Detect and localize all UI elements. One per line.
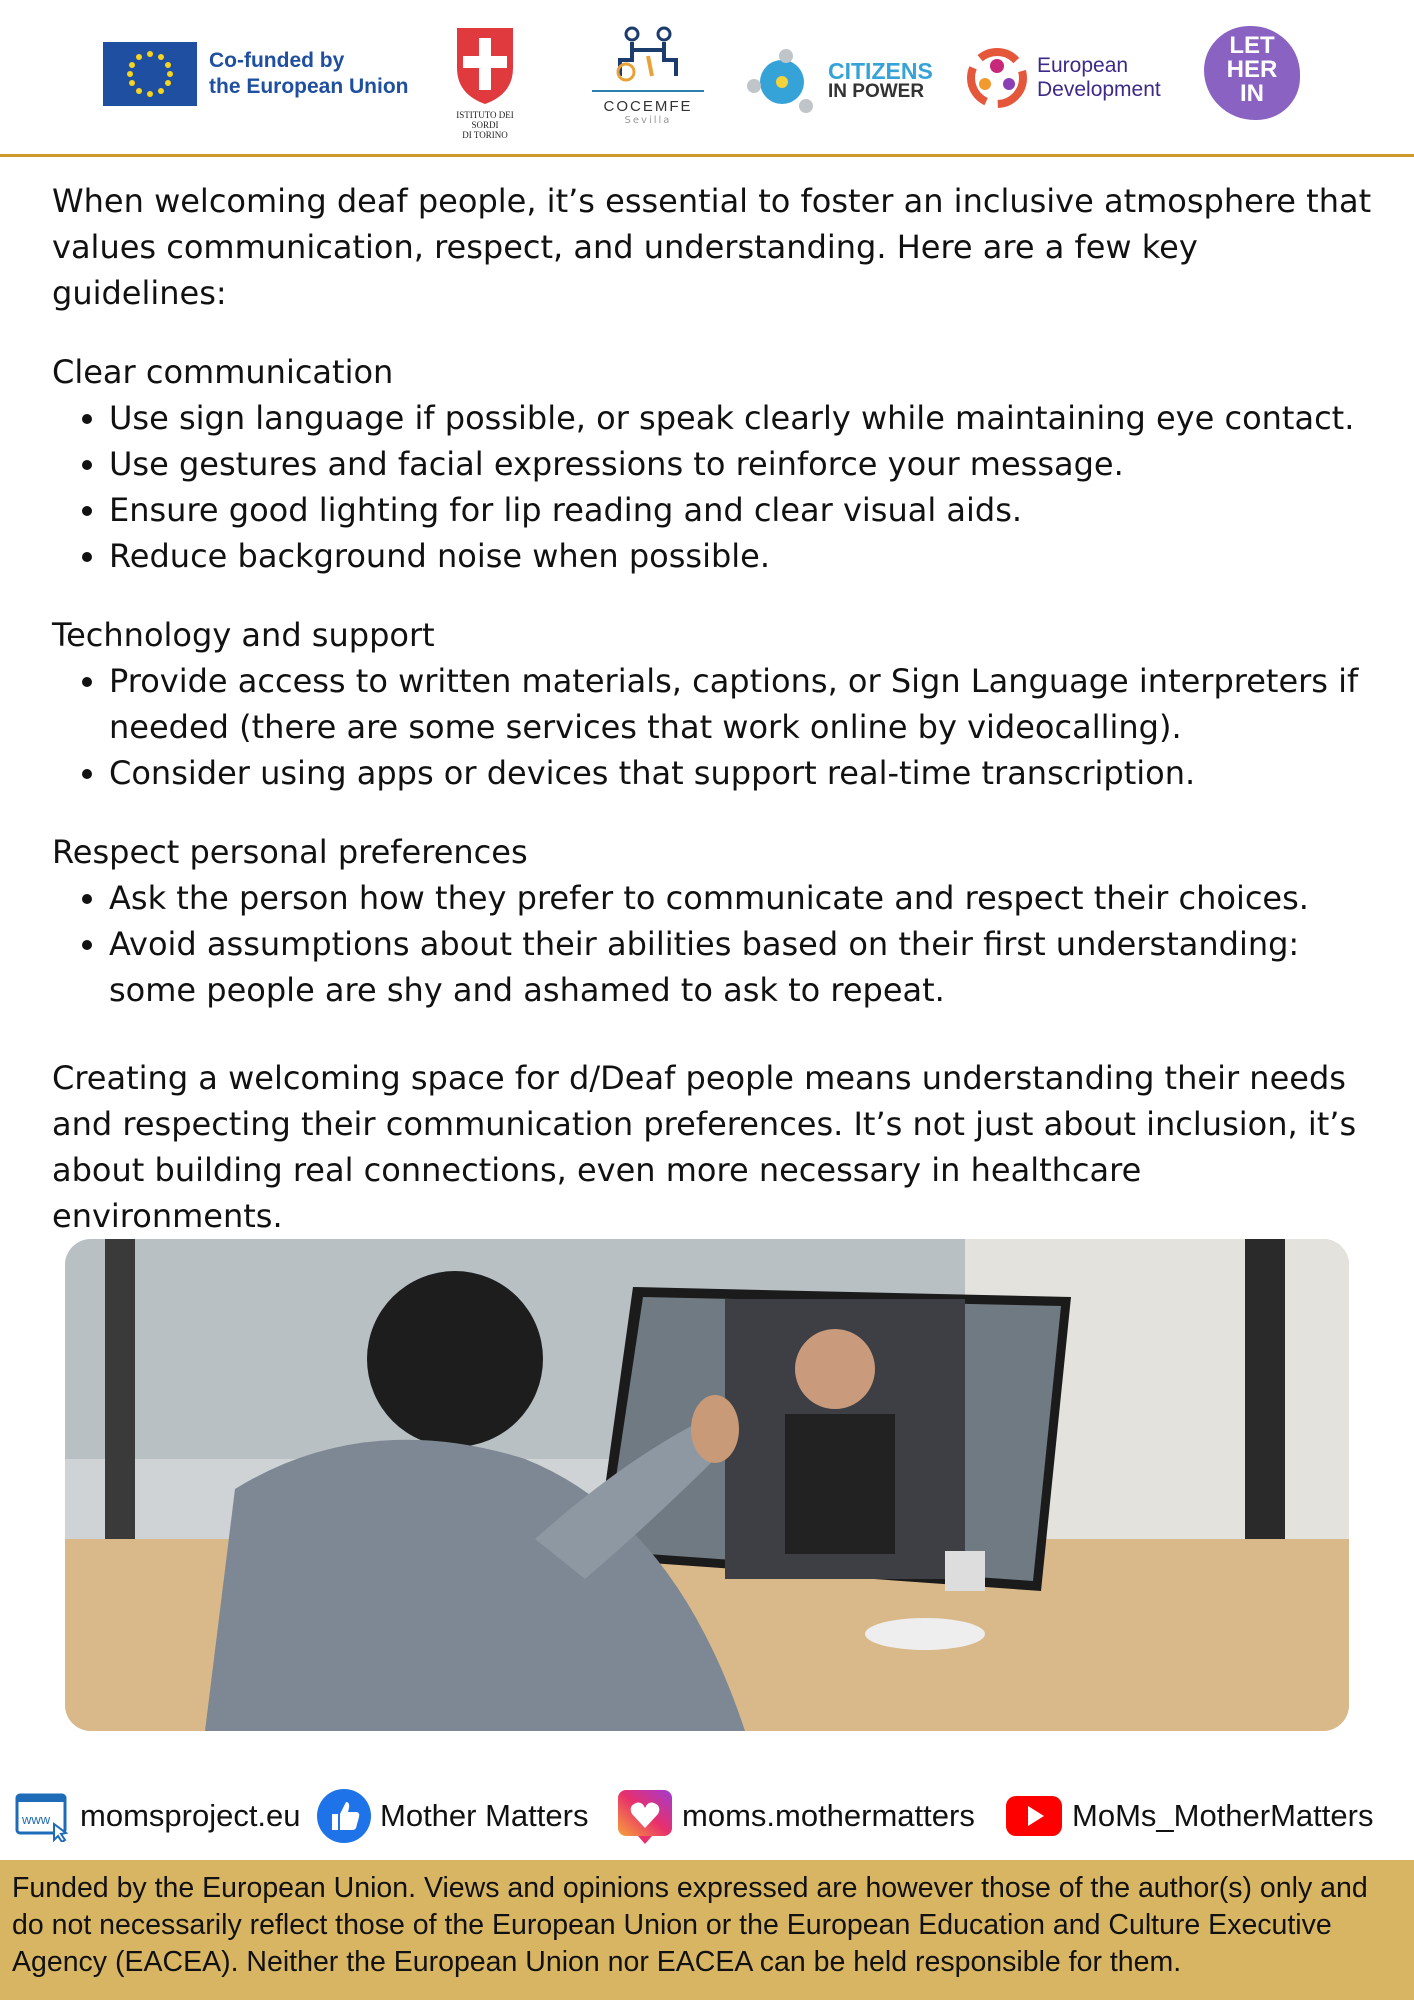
facebook-link[interactable] <box>316 1790 588 1842</box>
guidelines-content <box>52 178 1382 1239</box>
www-icon <box>14 1790 72 1842</box>
instagram-link-text: moms.mothermatters <box>682 1798 975 1833</box>
eudev-line1: European <box>1037 54 1129 77</box>
svg-text:www: www <box>22 1812 51 1827</box>
list-item: • Ask the person how they prefer to communicate and respect their choices. <box>109 875 1382 921</box>
list-item: • Provide access to written materials, captions, or Sign Language interpreters if needed (there are some services that work online by videocalling). <box>109 658 1382 750</box>
youtube-link-text: MoMs_MotherMatters <box>1072 1798 1374 1833</box>
website-link-text: momsproject.eu <box>80 1798 301 1833</box>
citizens-line2: IN POWER <box>828 81 925 102</box>
logo-header <box>0 0 1414 157</box>
citizens-line1: CITIZENS <box>828 58 933 84</box>
section-title-technology-support: Technology and support <box>52 616 435 654</box>
technology-support-list <box>52 658 1382 796</box>
youtube-icon <box>1004 1794 1064 1838</box>
letherin-line2: HER <box>1226 56 1278 83</box>
list-item: • Avoid assumptions about their abilities based on their first understanding: some people are shy and ashamed to ask to repeat. <box>109 921 1382 1013</box>
respect-preferences-list <box>52 875 1382 1013</box>
cocemfe-subtitle: Sevilla <box>624 115 672 126</box>
instagram-icon <box>616 1788 674 1844</box>
european-development-people-icon <box>965 46 1029 110</box>
torino-caption-line1: ISTITUTO DEI SORDI <box>456 110 514 130</box>
eu-logo-text <box>209 48 409 100</box>
let-her-in-logo <box>1204 26 1300 120</box>
video-call-illustration <box>65 1239 1349 1731</box>
cocemfe-logo <box>592 26 704 126</box>
list-item: • Reduce background noise when possible. <box>109 533 1382 579</box>
intro-paragraph: When welcoming deaf people, it’s essential to foster an inclusive atmosphere that values communication, respect, and understanding. Here are a few key guidelines: <box>52 182 1372 312</box>
cocemfe-figures-icon <box>608 26 688 82</box>
list-item: • Consider using apps or devices that support real-time transcription. <box>109 750 1382 796</box>
cocemfe-name: COCEMFE <box>592 90 704 115</box>
istituto-sordi-torino-logo <box>445 24 525 140</box>
citizens-globe-icon <box>742 46 820 116</box>
eudev-line2: Development <box>1037 78 1161 101</box>
citizens-in-power-logo <box>742 46 933 116</box>
eu-cofunded-logo <box>103 42 409 106</box>
section-title-clear-communication: Clear communication <box>52 353 394 391</box>
funding-disclaimer-text: Funded by the European Union. Views and opinions expressed are however those of the author(s) only and do not necessarily reflect those of the European Union or the European Education and Culture Executive Agency (EACEA). Neither the European Union nor EACEA can be held responsible for them. <box>12 1872 1368 1978</box>
closing-paragraph: Creating a welcoming space for d/Deaf people means understanding their needs and respecting their communication preferences. It’s not just about inclusion, it’s about building real connections, even more necessary in healthcare environments. <box>52 1059 1357 1235</box>
list-item: • Use gestures and facial expressions to reinforce your message. <box>109 441 1382 487</box>
instagram-link[interactable] <box>616 1790 975 1842</box>
torino-shield-icon <box>451 24 519 106</box>
list-item: • Use sign language if possible, or speak clearly while maintaining eye contact. <box>109 395 1382 441</box>
facebook-like-icon <box>316 1788 372 1844</box>
european-development-logo <box>965 46 1161 110</box>
funding-disclaimer-footer <box>0 1860 1414 2000</box>
video-call-sign-language-photo <box>65 1239 1349 1731</box>
clear-communication-list <box>52 395 1382 579</box>
eu-flag-icon <box>103 42 197 106</box>
letherin-line3: IN <box>1240 80 1264 107</box>
list-item: • Ensure good lighting for lip reading and clear visual aids. <box>109 487 1382 533</box>
youtube-link[interactable] <box>1004 1790 1373 1842</box>
eu-logo-text-line1: Co-funded by <box>209 49 345 72</box>
social-links-row <box>14 1790 1404 1842</box>
section-title-respect-preferences: Respect personal preferences <box>52 833 528 871</box>
eu-logo-text-line2: the European Union <box>209 75 409 98</box>
website-link[interactable] <box>14 1790 301 1842</box>
torino-caption-line2: DI TORINO <box>462 130 508 140</box>
facebook-link-text: Mother Matters <box>380 1798 589 1833</box>
letherin-line1: LET <box>1229 32 1275 59</box>
